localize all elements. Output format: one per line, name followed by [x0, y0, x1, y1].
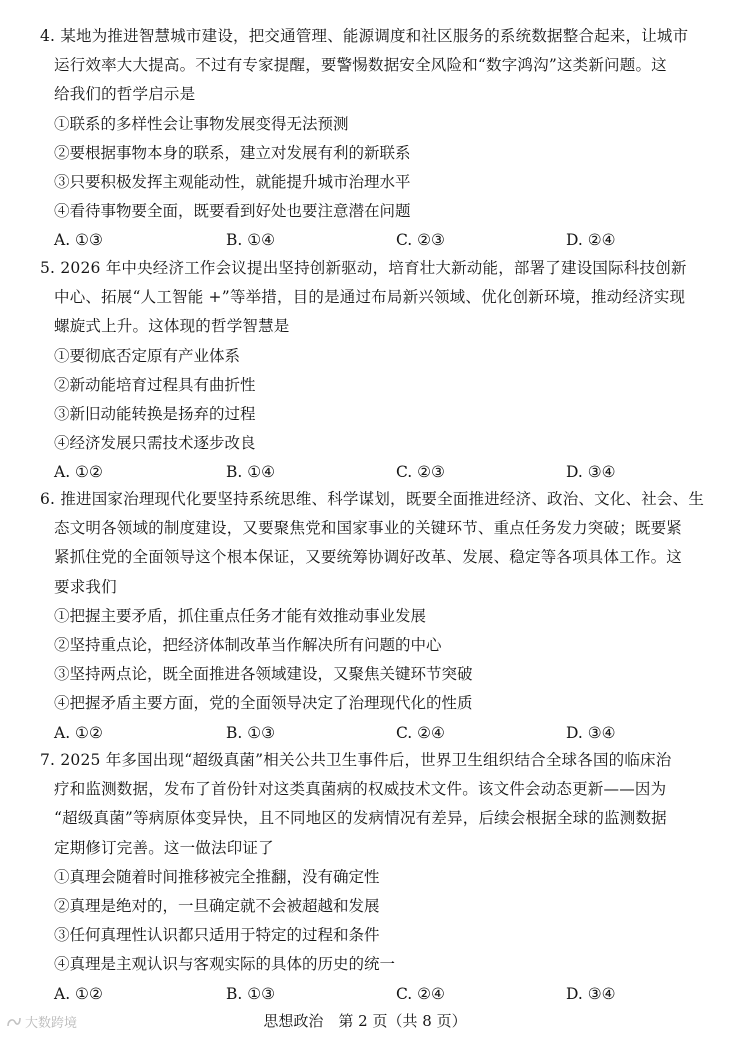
- statement-option: ①要彻底否定原有产业体系: [54, 346, 241, 365]
- statement-option: ①把握主要矛盾，抓住重点任务才能有效推动事业发展: [54, 606, 427, 625]
- stem-line: 4. 某地为推进智慧城市建设，把交通管理、能源调度和社区服务的系统数据整合起来，让城市: [40, 27, 689, 45]
- stem-line: 紧抓住党的全面领导这个根本保证，又要统筹协调好改革、发展、稳定等各项具体工作。这: [54, 548, 683, 567]
- statement-option: ④经济发展只需技术逐步改良: [54, 434, 256, 453]
- stem-line: 定期修订完善。这一做法印证了: [54, 838, 274, 857]
- stem-line: 运行效率大大提高。不过有专家提醒，要警惕数据安全风险和“数字鸿沟”这类新问题。这: [54, 56, 667, 75]
- statement-option: ③任何真理性认识都只适用于特定的过程和条件: [54, 926, 380, 945]
- stem-line: “超级真菌”等病原体变异快，且不同地区的发病情况有差异，后续会根据全球的监测数据: [54, 809, 667, 828]
- statement-option: ②要根据事物本身的联系，建立对发展有利的新联系: [54, 143, 411, 162]
- choice-b: B. ①③: [226, 723, 276, 742]
- choice-c: C. ②③: [396, 231, 445, 250]
- choice-b: B. ①④: [226, 231, 276, 250]
- statement-option: ④把握矛盾主要方面，党的全面领导决定了治理现代化的性质: [54, 694, 473, 713]
- statement-option: ③坚持两点论，既全面推进各领域建设，又聚焦关键环节突破: [54, 665, 473, 684]
- stem-line: 螺旋式上升。这体现的哲学智慧是: [54, 317, 290, 336]
- choice-d: D. ②④: [566, 231, 616, 250]
- choice-d: D. ③④: [566, 463, 616, 482]
- statement-option: ③新旧动能转换是扬弃的过程: [54, 405, 256, 424]
- stem-line: 7. 2025 年多国出现“超级真菌”相关公共卫生事件后，世界卫生组织结合全球各国的临床治: [40, 751, 672, 769]
- choice-b: B. ①④: [226, 463, 276, 482]
- stem-line: 疗和监测数据，发布了首份针对这类真菌病的权威技术文件。该文件会动态更新——因为: [54, 780, 667, 799]
- question-6: [40, 485, 705, 748]
- stem-line: 要求我们: [54, 577, 117, 596]
- question-7: [40, 746, 695, 1009]
- answer-choices: [54, 980, 695, 1009]
- choice-c: C. ②④: [396, 723, 445, 742]
- question-stem: [40, 485, 705, 602]
- statement-option: ②真理是绝对的，一旦确定就不会被超越和发展: [54, 897, 380, 916]
- choice-b: B. ①③: [226, 984, 276, 1003]
- statement-option: ①联系的多样性会让事物发展变得无法预测: [54, 114, 349, 133]
- statement-option: ③只要积极发挥主观能动性，就能提升城市治理水平: [54, 173, 411, 192]
- choice-a: A. ①③: [54, 231, 103, 250]
- answer-choices: [54, 719, 695, 748]
- question-stem: [40, 746, 695, 863]
- statement-option: ④真理是主观认识与客观实际的具体的历史的统一: [54, 955, 396, 974]
- choice-d: D. ③④: [566, 723, 616, 742]
- statement-option: ②新动能培育过程具有曲折性: [54, 375, 256, 394]
- answer-choices: [54, 458, 695, 487]
- choice-a: A. ①②: [54, 723, 103, 742]
- stem-line: 5. 2026 年中央经济工作会议提出坚持创新驱动，培育壮大新动能，部署了建设国际科技创新: [40, 259, 687, 277]
- choice-c: C. ②③: [396, 463, 445, 482]
- choice-d: D. ③④: [566, 984, 616, 1003]
- question-stem: [40, 254, 695, 342]
- question-stem: [40, 22, 695, 110]
- stem-line: 6. 推进国家治理现代化要坚持系统思维、科学谋划，既要全面推进经济、政治、文化、社会、生: [40, 490, 705, 508]
- choice-c: C. ②④: [396, 984, 445, 1003]
- stem-line: 中心、拓展“人工智能 +”等举措，目的是通过布局新兴领域、优化创新环境，推动经济实现: [54, 288, 686, 307]
- question-4: [40, 22, 695, 255]
- statement-option: ②坚持重点论，把经济体制改革当作解决所有问题的中心: [54, 636, 442, 655]
- choice-a: A. ①②: [54, 463, 103, 482]
- statement-option: ④看待事物要全面，既要看到好处也要注意潜在问题: [54, 202, 411, 221]
- question-5: [40, 254, 695, 487]
- stem-line: 态文明各领域的制度建设，又要聚焦党和国家事业的关键环节、重点任务发力突破；既要紧: [54, 519, 683, 538]
- choice-a: A. ①②: [54, 984, 103, 1003]
- statement-option: ①真理会随着时间推移被完全推翻，没有确定性: [54, 867, 380, 886]
- watermark-text: 大数跨境: [25, 1016, 78, 1031]
- stem-line: 给我们的哲学启示是: [54, 85, 196, 104]
- page-footer: 思想政治 第 2 页（共 8 页）: [263, 1012, 467, 1030]
- answer-choices: [54, 226, 695, 255]
